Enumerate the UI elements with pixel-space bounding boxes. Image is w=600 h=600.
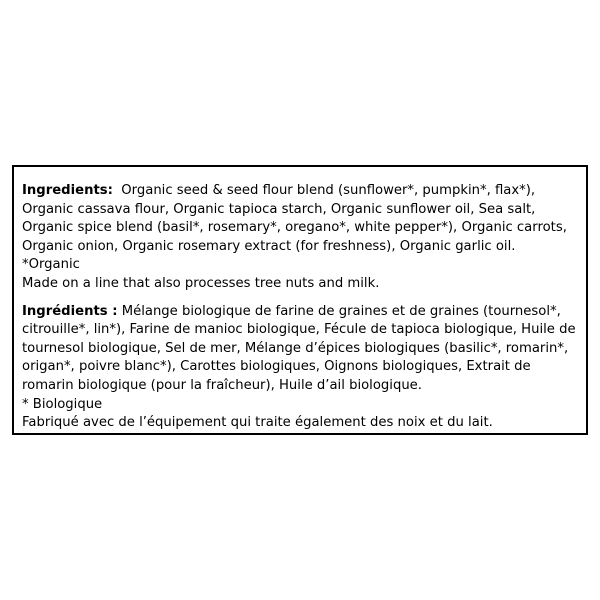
english-ingredients-paragraph [22,182,578,256]
french-allergen-statement: Fabriqué avec de l’équipement qui traite également des noix et du lait. [22,415,493,431]
french-ingredients-paragraph [22,303,578,396]
french-ingredients-label: Ingrédients : [22,303,118,319]
english-ingredients-label: Ingredients: [22,183,113,198]
ingredients-panel [12,165,588,435]
french-ingredients-text: Mélange biologique de farine de graines et de graines (tournesol*, citrouille*, lin*), Farine de manioc biologique, Fécule de tapioca biologique, Huile de tournesol biologique, Sel de mer, Mélange d’épices biologiques (basilic*, romarin*, origan*, poivre blanc*), Carottes biologiques, Oignons biologiques, Extrait de romarin biologique (pour la fraîcheur), Huile d’ail biologique. [22,303,576,393]
french-footnote: * Biologique [22,396,103,412]
english-footnote: *Organic [22,257,80,273]
english-allergen-statement: Made on a line that also processes tree nuts and milk. [22,275,380,291]
english-section [22,182,578,294]
french-section [22,303,578,433]
english-ingredients-text: Organic seed & seed flour blend (sunflower*, pumpkin*, flax*), Organic cassava flour, Organic tapioca starch, Organic sunflower oil, Sea salt, Organic spice blend (basil*, rosemary*, oregano*, white pepper*), Organic carrots, Organic onion, Organic rosemary extract (for freshness), Organic garlic oil. [22,183,567,254]
